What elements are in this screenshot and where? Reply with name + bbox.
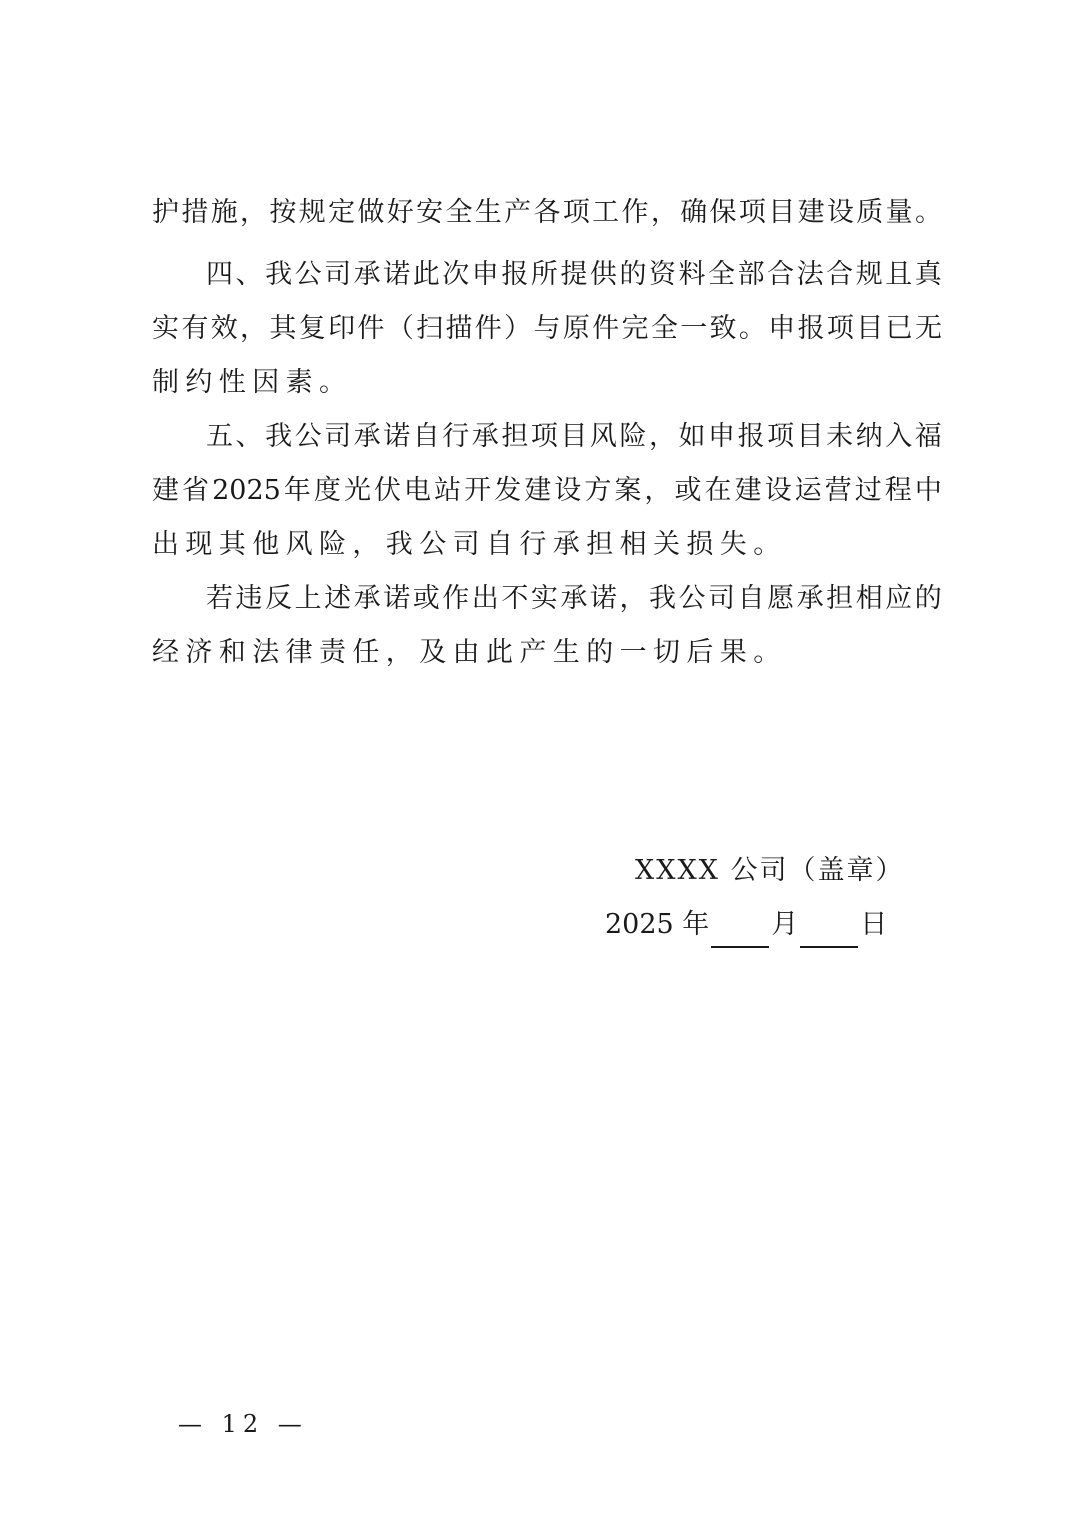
page-number: — 12 — <box>178 1410 308 1438</box>
paragraph-line: 四 、 我 公 司 承 诺 此 次 申 报 所 提 供 的 资 料 全 部 合 法 合 规 且 真 <box>206 259 942 290</box>
month-blank <box>711 914 769 948</box>
date-month: 月 <box>771 909 799 940</box>
paragraph-line: 五 、 我 公 司 承 诺 自 行 承 担 项 目 风 险 ， 如 申 报 项 目 未 纳 入 福 <box>206 421 942 452</box>
paragraph-line: 若 违 反 上 述 承 诺 或 作 出 不 实 承 诺 ， 我 公 司 自 愿 承 担 相 应 的 <box>206 583 942 614</box>
paragraph-line: 建 省 2025 年 度 光 伏 电 站 开 发 建 设 方 案 ， 或 在 建 设 运 营 过 程 中 <box>152 475 942 506</box>
paragraph-line: 护 措 施 ， 按 规 定 做 好 安 全 生 产 各 项 工 作 ， 确 保 项 目 建 设 质 量 。 <box>152 197 942 228</box>
date-year: 2025 年 <box>605 909 710 940</box>
date-day: 日 <box>860 909 888 940</box>
paragraph-line: 经济和法律责任，及由此产生的一切后果。 <box>152 637 787 668</box>
company-seal-line: XXXX 公司（盖章） <box>635 855 905 886</box>
paragraph-line: 制约性因素。 <box>152 367 353 398</box>
signature-date <box>605 902 887 948</box>
day-blank <box>800 914 858 948</box>
paragraph-line: 出现其他风险，我公司自行承担相关损失。 <box>152 529 787 560</box>
paragraph-line: 实 有 效 ， 其 复 印 件 （ 扫 描 件 ） 与 原 件 完 全 一 致 。 申 报 项 目 已 无 <box>152 313 942 344</box>
